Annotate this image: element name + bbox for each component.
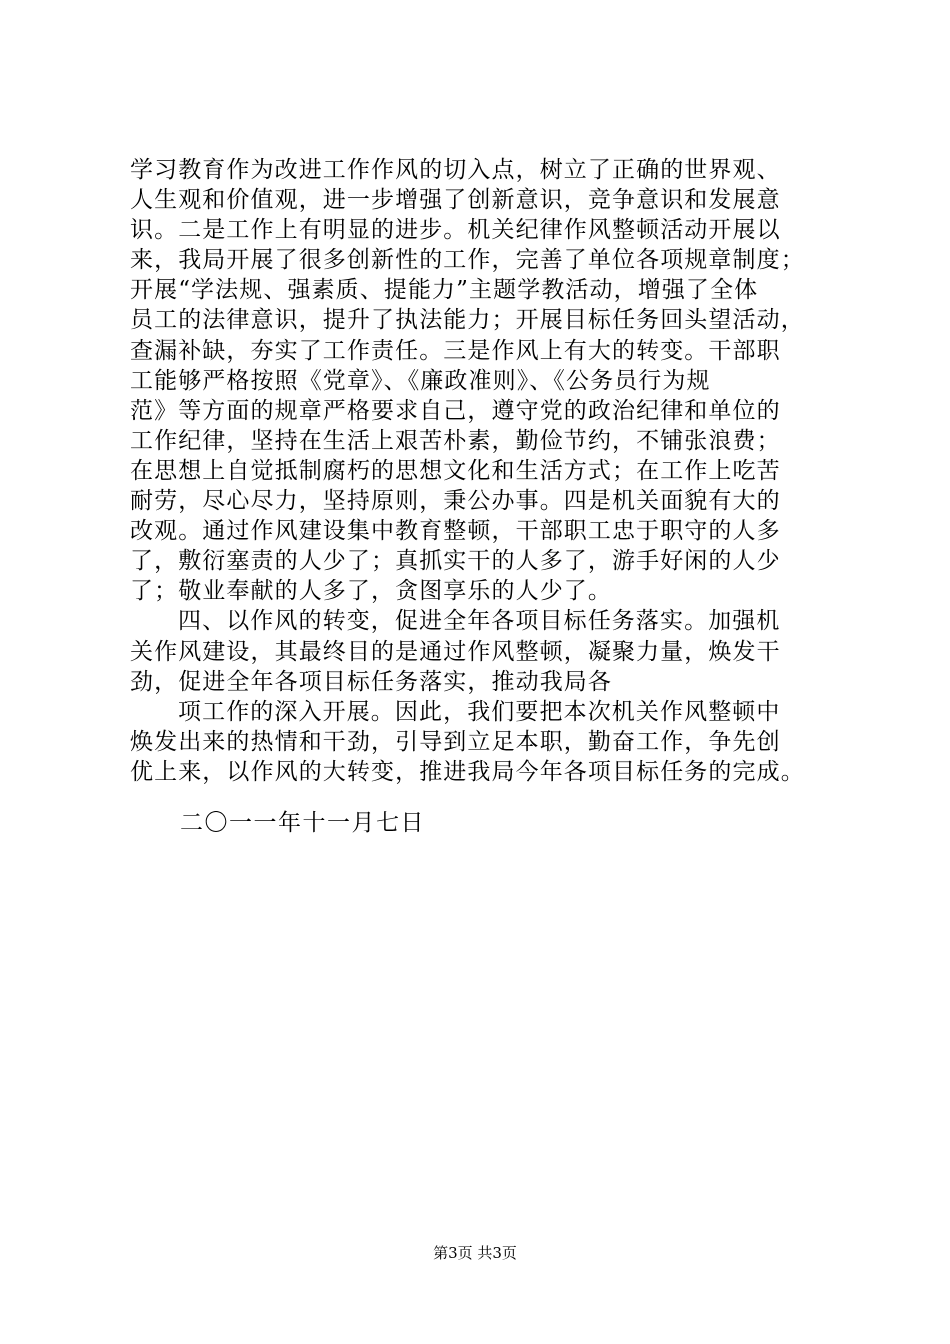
paragraph-start-line: 四、以作风的转变，促进全年各项目标任务落实。加强机 — [178, 608, 781, 635]
page-number-footer: 第3页 共3页 — [433, 1244, 517, 1262]
paragraph-start-line: 项工作的深入开展。因此，我们要把本次机关作风整顿中 — [178, 698, 781, 725]
text-line: 了；敬业奉献的人多了，贪图享乐的人少了。 — [130, 578, 612, 605]
text-line: 了，敷衍塞责的人少了；真抓实干的人多了，游手好闲的人少 — [130, 548, 781, 575]
text-line: 开展“学法规、强素质、提能力”主题学教活动，增强了全体 — [130, 277, 759, 304]
text-line: 来，我局开展了很多创新性的工作，完善了单位各项规章制度； — [130, 247, 805, 274]
text-line: 劲，促进全年各项目标任务落实，推动我局各 — [130, 668, 612, 695]
text-line: 工能够严格按照《党章》、《廉政准则》、《公务员行为规 — [130, 367, 711, 394]
body-text — [130, 155, 850, 787]
text-line: 学习教育作为改进工作作风的切入点，树立了正确的世界观、 — [130, 157, 781, 183]
text-line: 查漏补缺，夯实了工作责任。三是作风上有大的转变。干部职 — [130, 337, 781, 364]
document-date: 二〇一一年十一月七日 — [180, 810, 425, 836]
text-line: 改观。通过作风建设集中教育整顿，干部职工忠于职守的人多 — [130, 518, 781, 545]
text-line: 在思想上自觉抵制腐朽的思想文化和生活方式；在工作上吃苦 — [130, 457, 781, 484]
text-line: 焕发出来的热情和干劲，引导到立足本职，勤奋工作，争先创 — [130, 728, 781, 755]
text-line: 工作纪律，坚持在生活上艰苦朴素，勤俭节约，不铺张浪费； — [130, 427, 781, 454]
text-line: 范》等方面的规章严格要求自己，遵守党的政治纪律和单位的 — [130, 397, 781, 424]
text-line: 人生观和价值观，进一步增强了创新意识，竞争意识和发展意 — [130, 187, 781, 214]
text-line: 耐劳，尽心尽力，坚持原则，秉公办事。四是机关面貌有大的 — [130, 488, 781, 515]
text-line: 关作风建设，其最终目的是通过作风整顿，凝聚力量，焕发干 — [130, 638, 781, 665]
text-line: 员工的法律意识，提升了执法能力；开展目标任务回头望活动， — [130, 307, 805, 334]
text-line: 优上来，以作风的大转变，推进我局今年各项目标任务的完成。 — [130, 758, 805, 785]
text-line: 识。二是工作上有明显的进步。机关纪律作风整顿活动开展以 — [130, 217, 781, 244]
